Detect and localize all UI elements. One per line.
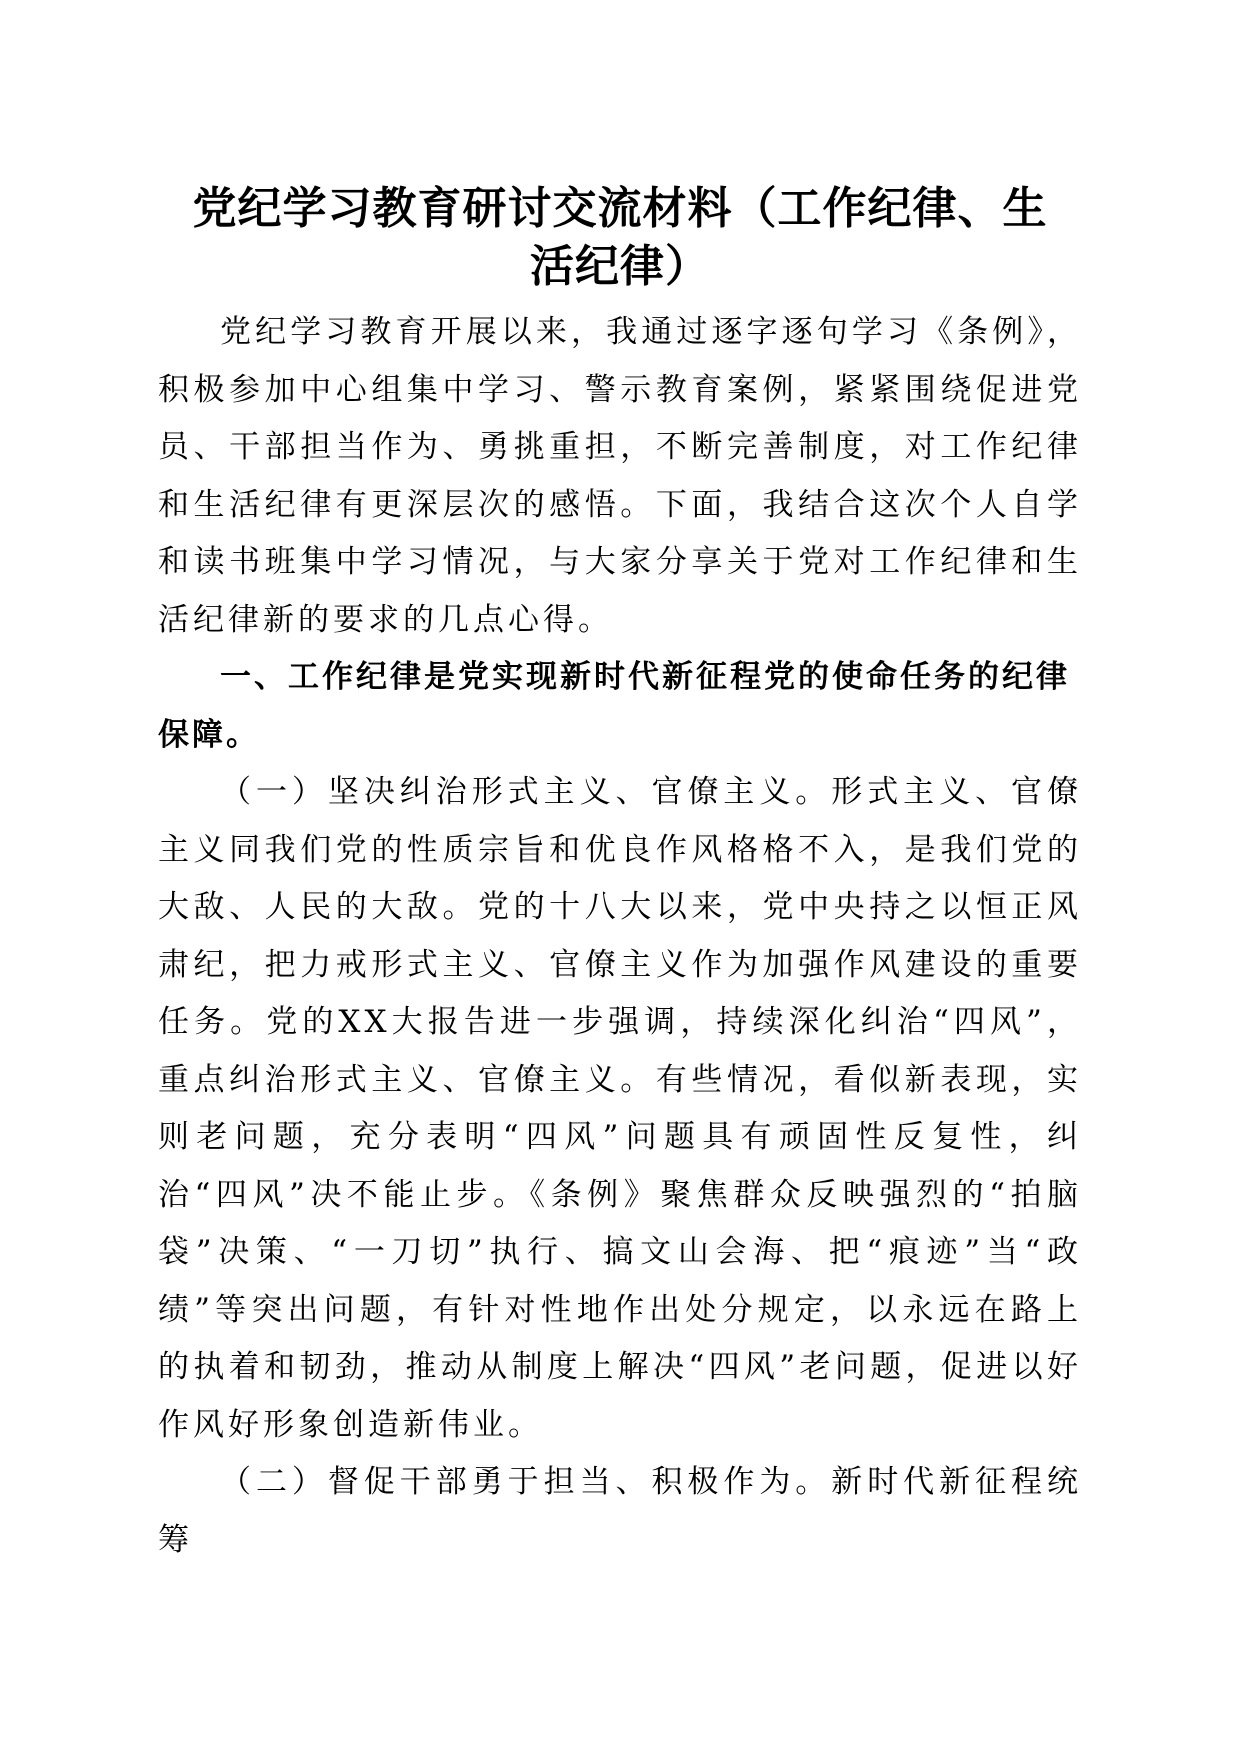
subsection-1-paragraph: （一）坚决纠治形式主义、官僚主义。形式主义、官僚主义同我们党的性质宗旨和优良作风格格不入，是我们党的大敌、人民的大敌。党的十八大以来，党中央持之以恒正风肃纪，把力戒形式主义、官僚主义作为加强作风建设的重要任务。党的XX大报告进一步强调，持续深化纠治“四风”，重点纠治形式主义、官僚主义。有些情况，看似新表现，实则老问题，充分表明“四风”问题具有顽固性反复性，纠治“四风”决不能止步。《条例》聚焦群众反映强烈的“拍脑袋”决策、“一刀切”执行、搞文山会海、把“痕迹”当“政绩”等突出问题，有针对性地作出处分规定，以永远在路上的执着和韧劲，推动从制度上解决“四风”老问题，促进以好作风好形象创造新伟业。 [158,774,1082,1443]
document-title-line-2: 活纪律） [530,241,710,292]
subsection-2-paragraph: （二）督促干部勇于担当、积极作为。新时代新征程统筹 [158,1464,1082,1558]
document-title-line-1: 党纪学习教育研讨交流材料（工作纪律、生 [192,183,1048,234]
document-title [158,180,1082,296]
intro-paragraph: 党纪学习教育开展以来，我通过逐字逐句学习《条例》，积极参加中心组集中学习、警示教育案例，紧紧围绕促进党员、干部担当作为、勇挑重担，不断完善制度，对工作纪律和生活纪律有更深层次的感悟。下面，我结合这次个人自学和读书班集中学习情况，与大家分享关于党对工作纪律和生活纪律新的要求的几点心得。 [158,314,1082,638]
section-heading-1: 一、工作纪律是党实现新时代新征程党的使命任务的纪律保障。 [158,659,1070,753]
document-body [158,180,1082,1569]
